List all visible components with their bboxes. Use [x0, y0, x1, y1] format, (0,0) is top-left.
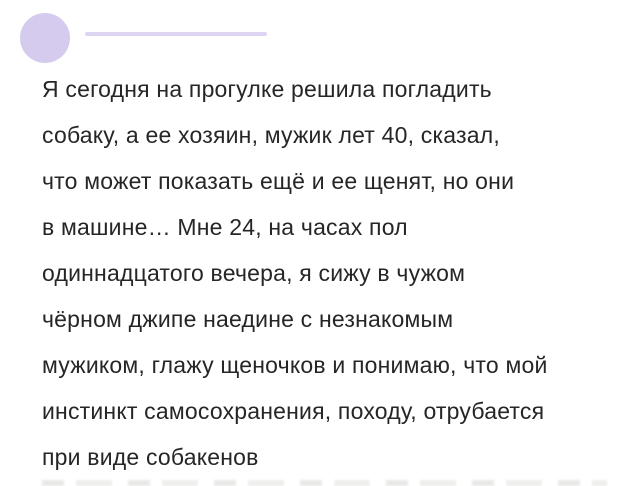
- post-text-line: что может показать ещё и ее щенят, но они: [42, 168, 515, 194]
- post-text-line: при виде собакенов: [42, 444, 259, 470]
- post-text-line: инстинкт самосохранения, походу, отрубается: [42, 398, 545, 424]
- post-text: [42, 66, 622, 480]
- username-placeholder-line: [85, 32, 267, 36]
- post-text-line: в машине… Мне 24, на часах пол: [42, 214, 408, 240]
- post-text-line: Я сегодня на прогулке решила погладить: [42, 76, 492, 102]
- post-text-line: чёрном джипе наедине с незнакомым: [42, 306, 454, 332]
- avatar: [20, 13, 70, 63]
- post-text-line: собаку, а ее хозяин, мужик лет 40, сказал,: [42, 122, 500, 148]
- post-text-line: одиннадцатого вечера, я сижу в чужом: [42, 260, 466, 286]
- post-text-line: мужиком, глажу щеночков и понимаю, что мой: [42, 352, 548, 378]
- post-header: [0, 0, 640, 66]
- cut-off-next-line: [42, 480, 607, 486]
